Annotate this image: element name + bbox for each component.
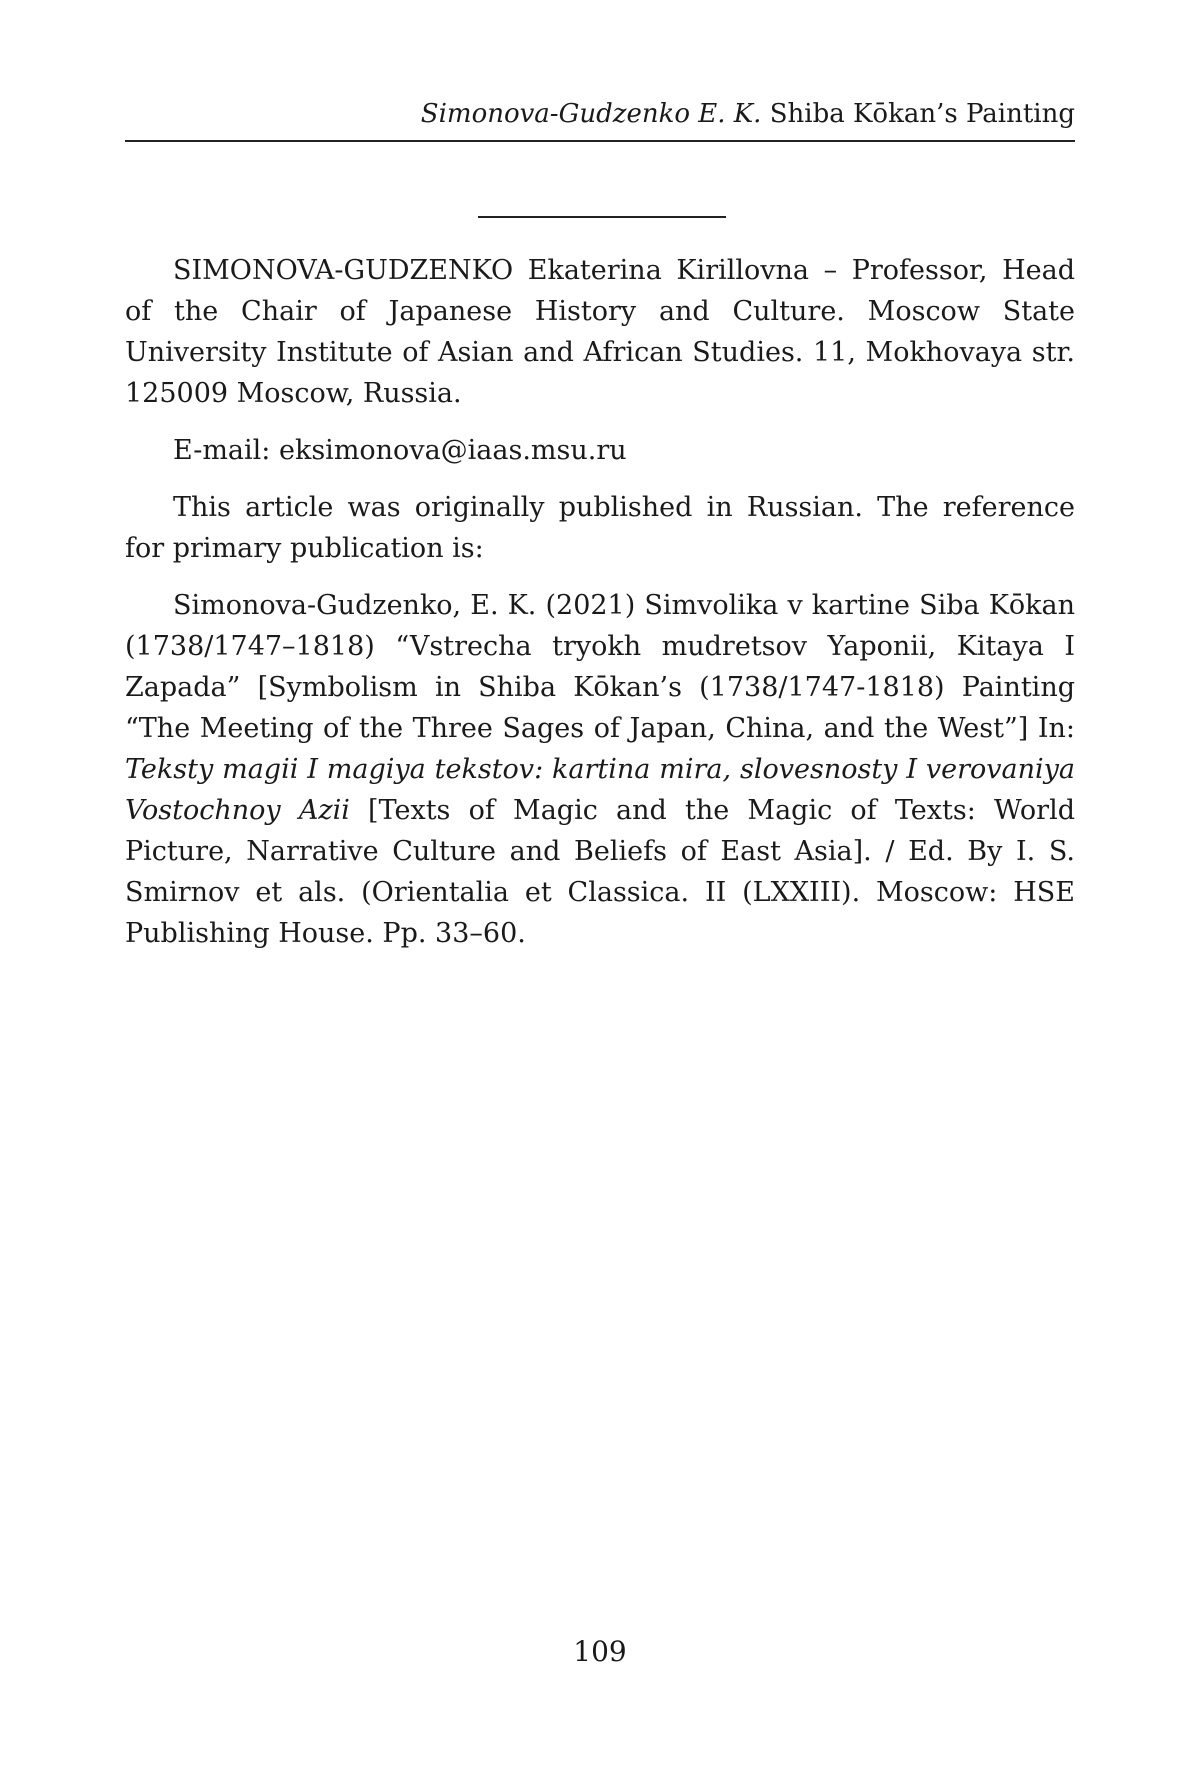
header-title: Shiba Kōkan’s Painting — [769, 99, 1075, 129]
publication-note-paragraph: This article was originally published in Russian. The reference for primary publication is: — [125, 492, 1075, 564]
email-paragraph: E-mail: eksimonova@iaas.msu.ru — [173, 435, 627, 466]
header-author: Simonova-Gudzenko E. K. — [420, 99, 762, 129]
header-rule — [125, 140, 1075, 142]
author-info-paragraph: SIMONOVA-GUDZENKO Ekaterina Kirillovna – Professor, Head of the Chair of Japanese History and Culture. Moscow State University Institute of Asian and African Studies. 11, Mokhovaya str. 125009 Moscow, Russia. — [125, 255, 1075, 409]
reference-paragraph — [125, 585, 1075, 954]
page-number: 109 — [573, 1635, 627, 1668]
section-separator — [478, 216, 726, 218]
reference-book-title: Teksty magii I magiya tekstov: kartina mira, slovesnosty I verovaniya Vostochnoy Azii — [125, 754, 1075, 826]
body-text — [125, 250, 1075, 970]
reference-text-start: Simonova-Gudzenko, E. K. (2021) Simvolika v kartine Siba Kōkan (1738/1747–1818) “Vstrecha tryokh mudretsov Yaponii, Kitaya I Zapada” [Symbolism in Shiba Kōkan’s (1738/1747-1818) Painting “The Meeting of the Three Sages of Japan, China, and the West”] In: — [125, 590, 1075, 744]
running-header — [125, 95, 1075, 133]
reference-text-end: [Texts of Magic and the Magic of Texts: World Picture, Narrative Culture and Beliefs of East Asia]. / Ed. By I. S. Smirnov et als. (Orientalia et Classica. II (LXXIII). Moscow: HSE Publishing House. Pp. 33–60. — [125, 795, 1075, 949]
